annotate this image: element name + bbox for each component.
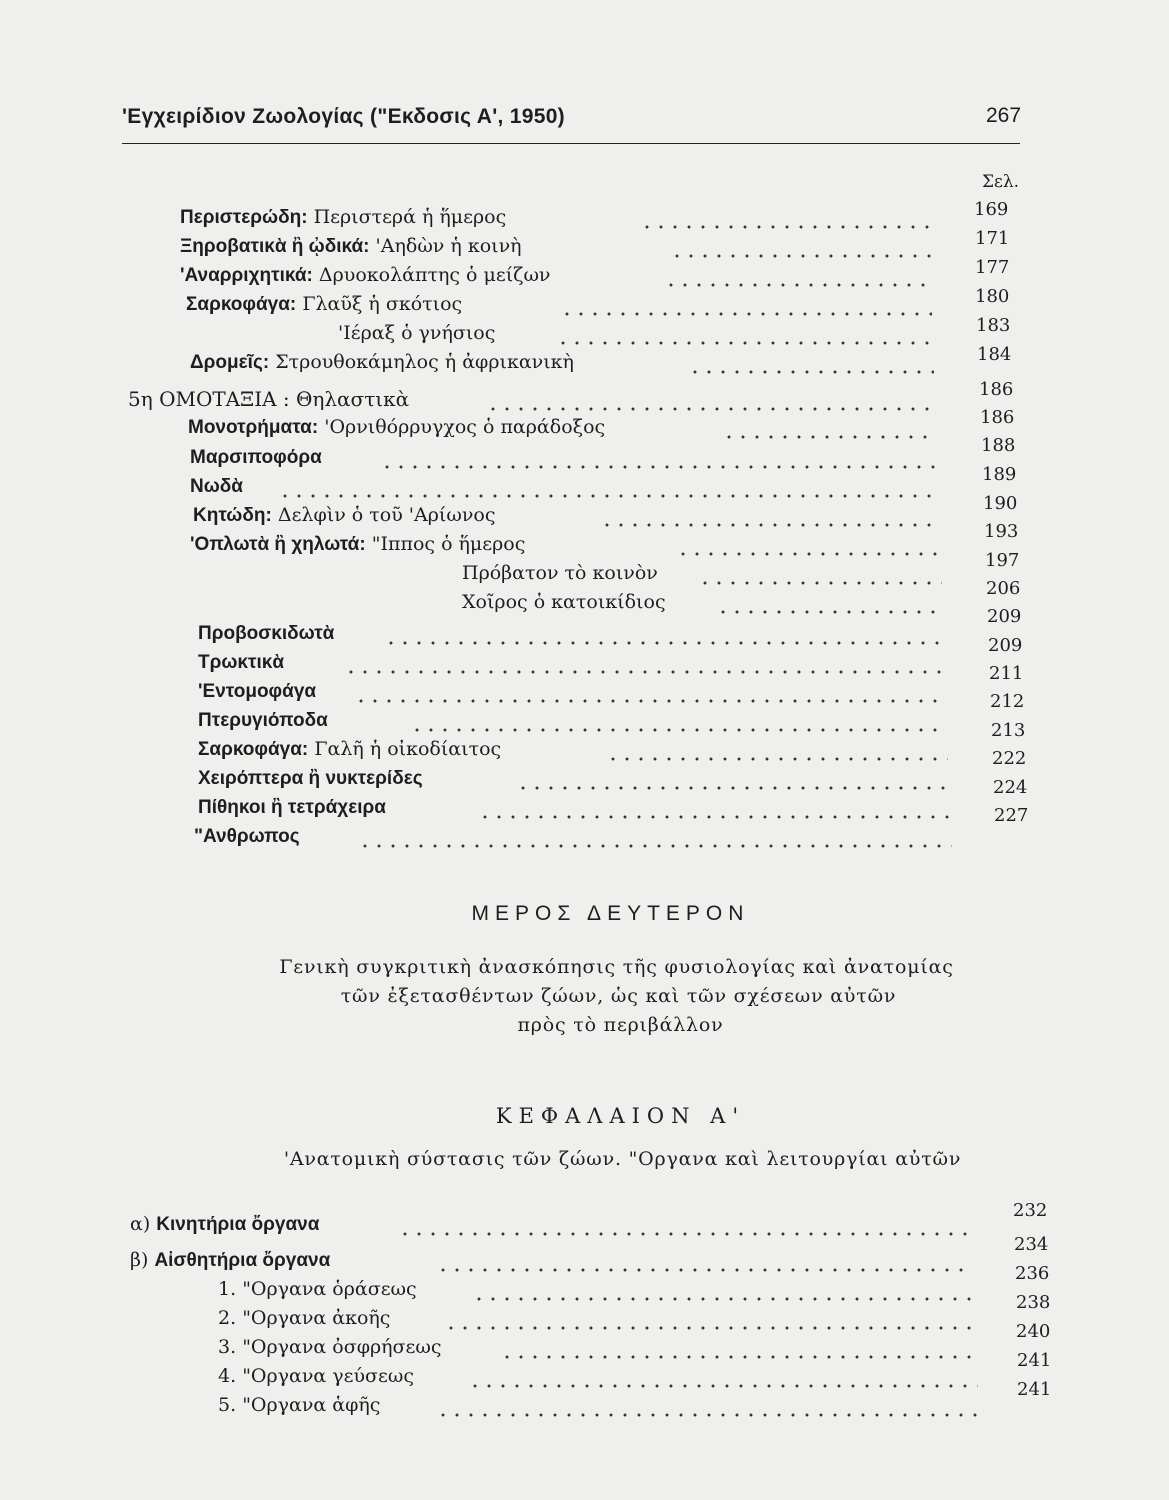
leader-dots [600, 501, 938, 529]
leader-dots [516, 764, 950, 792]
toc-entry: Μονοτρήματα: 'Ορνιθόρρυγχος ὁ παράδοξος [188, 416, 606, 438]
leader-dots [722, 413, 936, 441]
toc-entry: 'Ιέραξ ὁ γνήσιος [338, 322, 496, 344]
toc-entry: Πίθηκοι ἢ τετράχειρα [198, 797, 386, 818]
toc-page-number: 188 [981, 435, 1016, 456]
toc-entry: Σαρκοφάγα: Γλαῦξ ἡ σκότιος [186, 293, 463, 315]
toc-entry: α) Κινητήρια ὄργανα [130, 1213, 320, 1235]
leader-dots [380, 443, 936, 471]
leader-dots [468, 1362, 978, 1390]
leader-dots [478, 793, 950, 821]
toc-entry: Περιστερώδη: Περιστερά ἡ ἥμερος [180, 206, 507, 228]
toc-page-number: 212 [990, 691, 1025, 712]
toc-entry: Σαρκοφάγα: Γαλῆ ἡ οἰκοδίαιτος [198, 738, 502, 760]
leader-dots [716, 588, 942, 616]
running-title: 'Εγχειρίδιον Ζωολογίας ("Εκδοσις Α', 1950) [122, 105, 565, 128]
toc-page-number: 193 [984, 521, 1019, 542]
chapter-subtitle: 'Ανατομικὴ σύστασις τῶν ζώων. "Οργανα καὶ λειτουργίαι αὐτῶν [283, 1148, 962, 1170]
toc-page-number: 183 [976, 315, 1011, 336]
toc-page-number: 241 [1017, 1379, 1052, 1400]
toc-entry: Ξηροβατικὰ ἢ ᾠδικά: 'Αηδὼν ἡ κοινὴ [180, 235, 522, 257]
toc-page-number: 171 [975, 228, 1010, 249]
toc-row [0, 1275, 1169, 1303]
toc-row [0, 1362, 1169, 1390]
toc-entry: β) Αἰσθητήρια ὄργανα [130, 1249, 331, 1271]
toc-row [0, 1304, 1169, 1332]
toc-entry: Δρομεῖς: Στρουθοκάμηλος ἡ ἀφρικανικὴ [190, 351, 574, 373]
toc-entry: 5η ΟΜΟΤΑΞΙΑ : Θηλαστικὰ [128, 387, 410, 411]
page-number: 267 [986, 104, 1022, 127]
toc-entry: Νωδὰ [190, 476, 243, 497]
toc-page-number: 238 [1016, 1292, 1051, 1313]
toc-entry: 2. "Οργανα ἀκοῆς [218, 1307, 391, 1329]
toc-entry: Κητώδη: Δελφὶν ὁ τοῦ 'Αρίωνος [193, 504, 496, 526]
leader-dots [556, 319, 934, 347]
leader-dots [486, 385, 936, 413]
toc-page-number: 180 [975, 286, 1010, 307]
toc-page-number: 189 [982, 464, 1017, 485]
leader-dots [688, 348, 934, 376]
toc-page-number: 241 [1017, 1350, 1052, 1371]
leader-dots [670, 232, 932, 260]
leader-dots [384, 619, 944, 647]
part-subtitle-line: τῶν ἐξετασθέντων ζώων, ὡς καὶ τῶν σχέσεων αὐτῶν [340, 985, 897, 1007]
toc-page-number: 240 [1016, 1321, 1051, 1342]
toc-entry: 'Αναρριχητικά: Δρυοκολάπτης ὁ μείζων [180, 264, 551, 286]
toc-row [0, 1246, 1169, 1274]
part-subtitle-line: πρὸς τὸ περιβάλλον [517, 1014, 724, 1036]
toc-page-number: 209 [987, 606, 1022, 627]
toc-page-number: 232 [1013, 1200, 1048, 1221]
leader-dots [436, 1391, 980, 1419]
leader-dots [560, 290, 932, 318]
header-rule [122, 143, 1020, 144]
toc-row [0, 822, 1169, 850]
toc-entry: 'Εντομοφάγα [198, 681, 317, 702]
leader-dots [436, 1246, 970, 1274]
leader-dots [500, 1333, 976, 1361]
leader-dots [698, 559, 942, 587]
leader-dots [344, 648, 944, 676]
leader-dots [358, 822, 952, 850]
toc-page-number: 227 [994, 805, 1029, 826]
toc-page-number: 236 [1015, 1263, 1050, 1284]
toc-entry: Προβοσκιδωτὰ [198, 623, 335, 644]
toc-entry: Τρωκτικὰ [198, 652, 285, 673]
page-column-label: Σελ. [982, 172, 1020, 192]
toc-page-number: 211 [989, 663, 1024, 684]
leader-dots [278, 472, 938, 500]
toc-page-number: 169 [974, 199, 1009, 220]
toc-row [0, 1391, 1169, 1419]
toc-page-number: 234 [1014, 1234, 1049, 1255]
toc-page-number: 184 [977, 344, 1012, 365]
leader-dots [676, 530, 940, 558]
toc-page-number: 209 [988, 635, 1023, 656]
toc-entry: Χοῖρος ὁ κατοικίδιος [462, 591, 666, 613]
toc-page-number: 213 [991, 720, 1026, 741]
leader-dots [410, 706, 946, 734]
toc-entry: "Ανθρωπος [194, 826, 300, 847]
toc-page-number: 186 [979, 379, 1014, 400]
toc-page-number: 186 [980, 407, 1015, 428]
toc-entry: 3. "Οργανα ὀσφρήσεως [218, 1336, 442, 1358]
toc-page-number: 224 [993, 777, 1028, 798]
leader-dots [444, 1304, 974, 1332]
leader-dots [640, 203, 930, 231]
part-subtitle-line: Γενικὴ συγκριτικὴ ἀνασκόπησις τῆς φυσιολογίας καὶ ἀνατομίας [279, 956, 954, 978]
toc-entry: 5. "Οργανα ἁφῆς [218, 1394, 381, 1416]
toc-entry: Πρόβατον τὸ κοινὸν [462, 562, 658, 584]
leader-dots [398, 1210, 968, 1238]
leader-dots [354, 677, 946, 705]
toc-page-number: 206 [986, 578, 1021, 599]
toc-entry: Πτερυγιόποδα [198, 710, 328, 731]
leader-dots [472, 1275, 972, 1303]
toc-entry: 'Οπλωτὰ ἢ χηλωτά: "Ιππος ὁ ἥμερος [190, 533, 526, 555]
toc-page-number: 222 [992, 748, 1027, 769]
toc-page-number: 177 [975, 257, 1010, 278]
leader-dots [606, 735, 948, 763]
part-title: ΜΕΡΟΣ ΔΕΥΤΕΡΟΝ [471, 902, 750, 925]
leader-dots [664, 261, 932, 289]
toc-page-number: 190 [983, 493, 1018, 514]
toc-row [0, 1333, 1169, 1361]
chapter-title: ΚΕΦΑΛΑΙΟΝ Α' [495, 1104, 746, 1128]
toc-entry: Χειρόπτερα ἢ νυκτερίδες [198, 768, 423, 789]
toc-page-number: 197 [985, 550, 1020, 571]
toc-entry: 4. "Οργανα γεύσεως [218, 1365, 414, 1387]
toc-row [0, 1210, 1169, 1238]
toc-entry: 1. "Οργανα ὁράσεως [218, 1278, 417, 1300]
toc-entry: Μαρσιποφόρα [190, 447, 322, 468]
